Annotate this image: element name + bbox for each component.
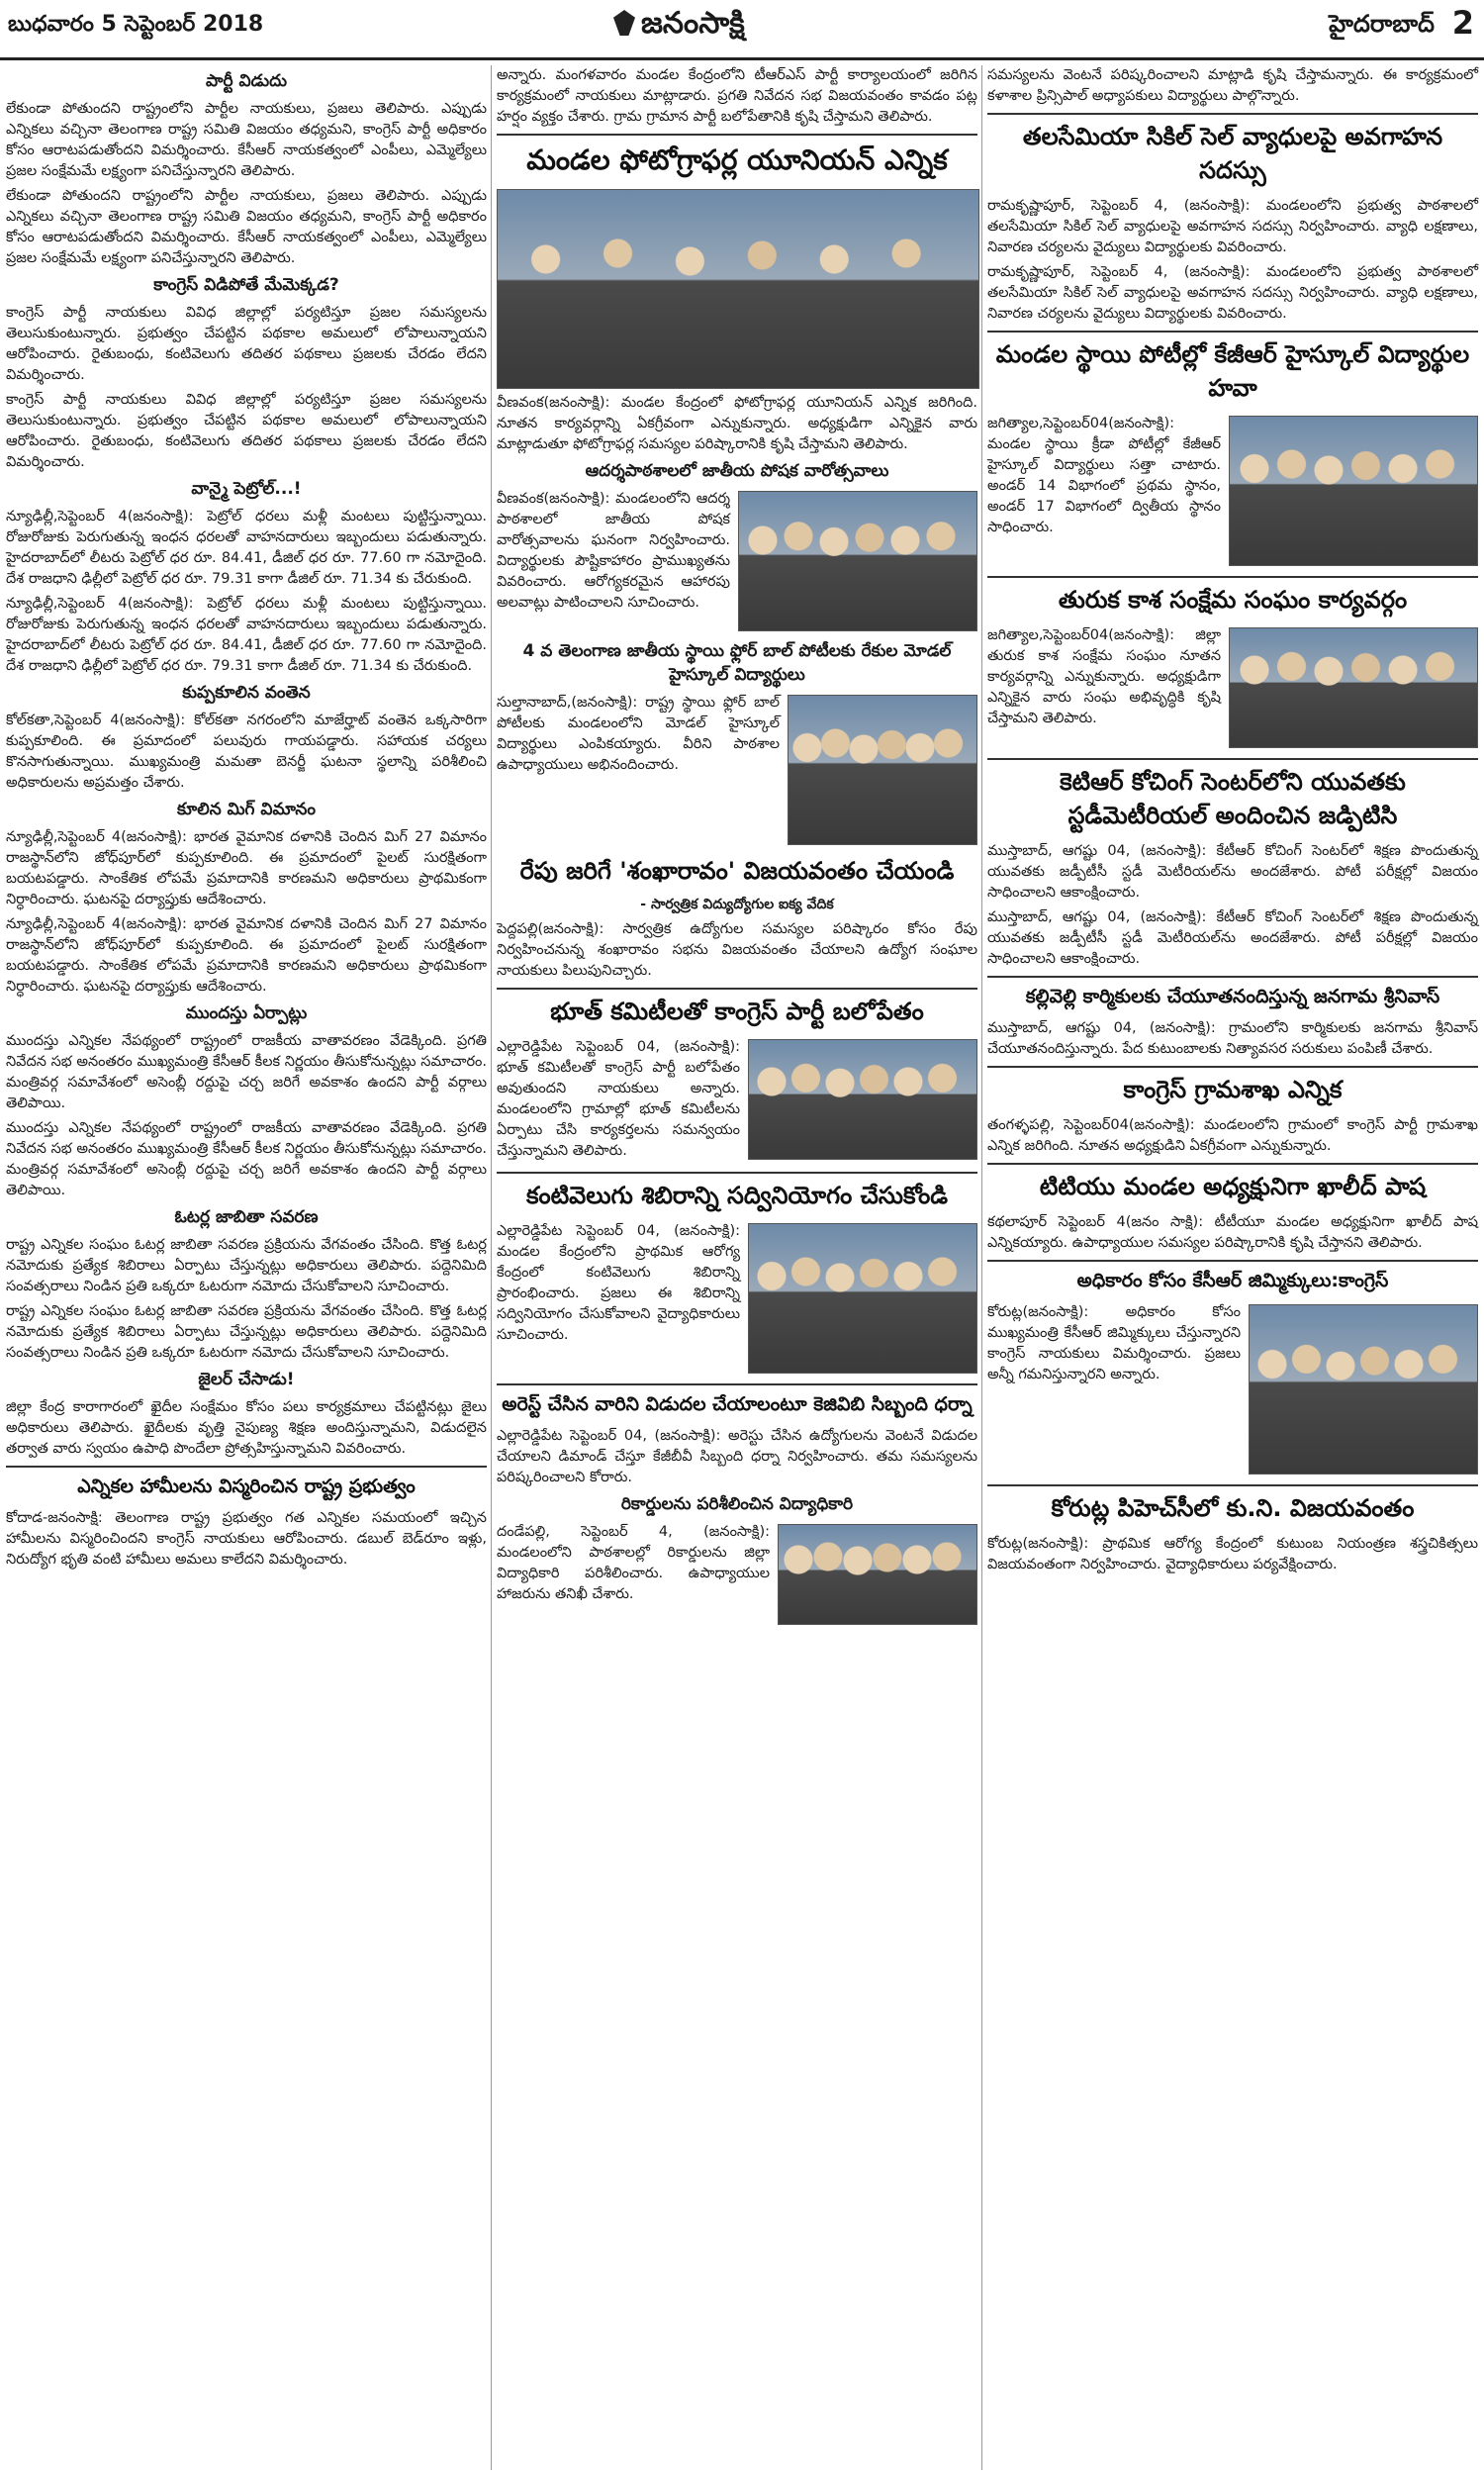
article-body: కాంగ్రెస్ పార్టీ నాయకులు వివిధ జిల్లాల్లో పర్యటిస్తూ ప్రజల సమస్యలను తెలుసుకుంటున్నారు. ప్రభుత్వం చేపట్టిన పథకాల అమలులో లోపాలున్నాయని ఆరోపించారు. రైతుబంధు, కంటివెలుగు తదితర పథకాలు ప్రజలకు చేరడం లేదని విమర్శించారు. bbox=[6, 305, 487, 383]
article bbox=[497, 641, 977, 849]
article-body: లేకుండా పోతుందని రాష్ట్రంలోని పార్టీల నాయకులు, ప్రజలు తెలిపారు. ఎప్పుడు ఎన్నికలు వచ్చినా తెలంగాణ రాష్ట్ర సమితి విజయం తధ్యమని, కాంగ్రెస్ పార్టీ అధికారం కోసం ఆరాటపడుతోందని విమర్శించారు. కేసీఆర్ నాయకత్వంలో ఎంపీలు, ఎమ్మెల్యేలు ప్రజల సంక్షేమమే లక్ష్యంగా పనిచేస్తున్నారని తెలిపారు. bbox=[6, 101, 487, 179]
article-body: ఎల్లారెడ్డిపేట సెప్టెంబర్ 04, (జనంసాక్షి): మండల కేంద్రంలోని ప్రాథమిక ఆరోగ్య కేంద్రంలో కంటివెలుగు శిబిరాన్ని ప్రారంభించారు. ప్రజలు ఈ శిబిరాన్ని సద్వినియోగం చేసుకోవాలని వైద్యాధికారులు సూచించారు. bbox=[497, 1223, 740, 1343]
article-headline: కెటిఆర్ కోచింగ్ సెంటర్‌లోని యువతకు స్టడీమెటీరియల్ అందించిన జడ్పిటిసి bbox=[1060, 768, 1406, 829]
article-body: అన్నారు. మంగళవారం మండల కేంద్రంలోని టీఆర్ఎస్ పార్టీ కార్యాలయంలో జరిగిన కార్యక్రమంలో నాయకులు మాట్లాడారు. ప్రగతి నివేదన సభ విజయవంతం కావడం పట్ల హర్షం వ్యక్తం చేశారు. గ్రామ గ్రామాన పార్టీ బలోపేతానికి కృషి చేస్తామని తెలిపారు. bbox=[497, 67, 977, 125]
edition-date: బుధవారం 5 సెప్టెంబర్ 2018 bbox=[8, 12, 264, 37]
article bbox=[6, 275, 487, 473]
article-body: తంగళ్ళపల్లి, సెప్టెంబర్04(జనంసాక్షి): మండలంలోని గ్రామంలో కాంగ్రెస్ పార్టీ గ్రామశాఖ ఎన్నిక జరిగింది. నూతన అధ్యక్షుడిని ఏకగ్రీవంగా ఎన్నుకున్నారు. bbox=[987, 1117, 1478, 1154]
column-divider bbox=[491, 65, 492, 2470]
article-headline: తలసేమియా సికిల్ సెల్ వ్యాధులపై అవగాహన సదస్సు bbox=[1022, 123, 1443, 184]
column-1 bbox=[6, 65, 487, 1576]
article-body: న్యూఢిల్లీ,సెప్టెంబర్ 4(జనంసాక్షి): పెట్రోల్ ధరలు మళ్లీ మంటలు పుట్టిస్తున్నాయి. రోజురోజుకు పెరుగుతున్న ఇంధన ధరలతో వాహనదారులు ఇబ్బందులు పడుతున్నారు. హైదరాబాద్‌లో లీటరు పెట్రోల్ ధర రూ. 84.41, డీజిల్ ధర రూ. 77.60 గా నమోదైంది. దేశ రాజధాని ఢిల్లీలో పెట్రోల్ ధర రూ. 79.31 కాగా డీజిల్ రూ. 71.34 కు చేరుకుంది. bbox=[6, 596, 487, 674]
section-rule bbox=[987, 1260, 1478, 1262]
section-rule bbox=[497, 1383, 977, 1385]
article bbox=[987, 123, 1478, 325]
article-subhead: జైలర్ చేసాడు! bbox=[198, 1370, 295, 1389]
article-headline: టిటియు మండల అధ్యక్షునిగా ఖాలీద్ పాష bbox=[1039, 1173, 1427, 1200]
article bbox=[987, 1494, 1478, 1575]
article-body: ముస్తాబాద్, ఆగష్టు 04, (జనంసాక్షి): గ్రామంలోని కార్మికులకు జనగామ శ్రీనివాస్ చేయూతనందిస్తున్నారు. పేద కుటుంబాలకు నిత్యావసర సరుకులు పంపిణీ చేశారు. bbox=[987, 1020, 1478, 1057]
article bbox=[987, 986, 1478, 1060]
article bbox=[987, 1270, 1478, 1478]
column-3 bbox=[987, 65, 1478, 1581]
article-photo bbox=[738, 491, 977, 631]
article-body: జిల్లా కేంద్ర కారాగారంలో ఖైదీల సంక్షేమం కోసం పలు కార్యక్రమాలు చేపట్టినట్లు జైలు అధికారులు తెలిపారు. ఖైదీలకు వృత్తి నైపుణ్య శిక్షణ అందిస్తున్నామని, విడుదలైన తర్వాత వారు స్వయం ఉపాధి పొందేలా ప్రోత్సహిస్తున్నామని వివరించారు. bbox=[6, 1399, 487, 1457]
article bbox=[987, 1076, 1478, 1157]
article-body: దండేపల్లి, సెప్టెంబర్ 4, (జనంసాక్షి): మండలంలోని పాఠశాలల్లో రికార్డులను జిల్లా విద్యాధికారి పరిశీలించారు. ఉపాధ్యాయుల హాజరును తనిఖీ చేశారు. bbox=[497, 1524, 770, 1602]
article-body: న్యూఢిల్లీ,సెప్టెంబర్ 4(జనంసాక్షి): భారత వైమానిక దళానికి చెందిన మిగ్ 27 విమానం రాజస్థాన్‌లోని జోధ్‌పూర్‌లో కుప్పకూలింది. ఈ ప్రమాదంలో పైలట్ సురక్షితంగా బయటపడ్డారు. సాంకేతిక లోపమే ప్రమాదానికి కారణమని అధికారులు ప్రాథమికంగా నిర్ధారించారు. ఘటనపై దర్యాప్తుకు ఆదేశించారు. bbox=[6, 829, 487, 907]
article-headline: కంటివెలుగు శిబిరాన్ని సద్వినియోగం చేసుకోండి bbox=[525, 1182, 949, 1209]
article bbox=[987, 1173, 1478, 1254]
article bbox=[497, 857, 977, 982]
article-body: కోరుట్ల(జనంసాక్షి): అధికారం కోసం ముఖ్యమంత్రి కేసీఆర్ జిమ్మిక్కులు చేస్తున్నారని కాంగ్రెస్ నాయకులు విమర్శించారు. ప్రజలు అన్నీ గమనిస్తున్నారని అన్నారు. bbox=[987, 1304, 1241, 1382]
article-body: పెద్దపల్లి(జనంసాక్షి): సార్వత్రిక ఉద్యోగుల సమస్యల పరిష్కారం కోసం రేపు నిర్వహించనున్న శంఖారావం సభను విజయవంతం చేయాలని ఉద్యోగ సంఘాల నాయకులు పిలుపునిచ్చారు. bbox=[497, 921, 977, 979]
logo-text: జనంసాక్షి bbox=[641, 6, 745, 41]
section-rule bbox=[987, 113, 1478, 115]
article bbox=[6, 1003, 487, 1201]
article-subhead: కుప్పకూలిన వంతెన bbox=[182, 683, 311, 703]
article-body: సుల్తానాబాద్,(జనంసాక్షి): రాష్ట్ర స్థాయి ఫ్లోర్ బాల్ పోటీలకు మండలంలోని మోడల్ హైస్కూల్ విద్యార్థులు ఎంపికయ్యారు. వీరిని పాఠశాల ఉపాధ్యాయులు అభినందించారు. bbox=[497, 695, 780, 773]
article-headline: కల్లివెల్లి కార్మికులకు చేయూతనందిస్తున్న జనగామ శ్రీనివాస్ bbox=[1025, 986, 1440, 1007]
article-body: రామకృష్ణాపూర్, సెప్టెంబర్ 4, (జనంసాక్షి): మండలంలోని ప్రభుత్వ పాఠశాలలో తలసేమియా సికిల్ సెల్ వ్యాధులపై అవగాహన సదస్సు నిర్వహించారు. వ్యాధి లక్షణాలు, నివారణ చర్యలను వైద్యులు విద్యార్థులకు వివరించారు. bbox=[987, 198, 1478, 255]
page-number: 2 bbox=[1451, 4, 1474, 42]
article-body: న్యూఢిల్లీ,సెప్టెంబర్ 4(జనంసాక్షి): భారత వైమానిక దళానికి చెందిన మిగ్ 27 విమానం రాజస్థాన్‌లోని జోధ్‌పూర్‌లో కుప్పకూలింది. ఈ ప్రమాదంలో పైలట్ సురక్షితంగా బయటపడ్డారు. సాంకేతిక లోపమే ప్రమాదానికి కారణమని అధికారులు ప్రాథమికంగా నిర్ధారించారు. ఘటనపై దర్యాప్తుకు ఆదేశించారు. bbox=[6, 916, 487, 995]
article-headline: భూత్ కమిటీలతో కాంగ్రెస్ పార్టీ బలోపేతం bbox=[550, 998, 924, 1025]
article-body: రాష్ట్ర ఎన్నికల సంఘం ఓటర్ల జాబితా సవరణ ప్రక్రియను వేగవంతం చేసింది. కొత్త ఓటర్ల నమోదుకు ప్రత్యేక శిబిరాలు ఏర్పాటు చేస్తున్నట్లు అధికారులు తెలిపారు. పద్దెనిమిది సంవత్సరాలు నిండిన ప్రతి ఒక్కరూ ఓటరుగా నమోదు చేసుకోవాలని సూచించారు. bbox=[6, 1237, 487, 1294]
article-photo bbox=[748, 1223, 977, 1374]
article-body: ముస్తాబాద్, ఆగష్టు 04, (జనంసాక్షి): కేటీఆర్ కోచింగ్ సెంటర్‌లో శిక్షణ పొందుతున్న యువతకు జడ్పీటీసీ స్టడీ మెటీరియల్‌ను అందజేశారు. పోటీ పరీక్షల్లో విజయం సాధించాలని ఆకాంక్షించారు. bbox=[987, 909, 1478, 967]
section-rule bbox=[497, 988, 977, 990]
column-2 bbox=[497, 65, 977, 1635]
article-body: రామకృష్ణాపూర్, సెప్టెంబర్ 4, (జనంసాక్షి): మండలంలోని ప్రభుత్వ పాఠశాలలో తలసేమియా సికిల్ సెల్ వ్యాధులపై అవగాహన సదస్సు నిర్వహించారు. వ్యాధి లక్షణాలు, నివారణ చర్యలను వైద్యులు విద్యార్థులకు వివరించారు. bbox=[987, 264, 1478, 322]
masthead bbox=[0, 0, 1484, 60]
article bbox=[497, 461, 977, 635]
article-photo bbox=[1249, 1304, 1478, 1475]
article-body: ముందస్తు ఎన్నికల నేపథ్యంలో రాష్ట్రంలో రాజకీయ వాతావరణం వేడెక్కింది. ప్రగతి నివేదన సభ అనంతరం ముఖ్యమంత్రి కేసీఆర్ కీలక నిర్ణయం తీసుకోనున్నట్లు సమాచారం. మంత్రివర్గ సమావేశంలో అసెంబ్లీ రద్దుపై చర్చ జరిగే అవకాశం ఉందని పార్టీ వర్గాలు తెలిపాయి. bbox=[6, 1120, 487, 1198]
article-headline: కాంగ్రెస్ గ్రామశాఖ ఎన్నిక bbox=[1123, 1076, 1343, 1103]
article-body: జగిత్యాల,సెప్టెంబర్04(జనంసాక్షి): మండల స్థాయి క్రీడా పోటీల్లో కేజీఆర్ హైస్కూల్ విద్యార్థులు సత్తా చాటారు. అండర్ 14 విభాగంలో ప్రథమ స్థానం, అండర్ 17 విభాగంలో ద్వితీయ స్థానం సాధించారు. bbox=[987, 416, 1221, 535]
article-body: వీణవంక(జనంసాక్షి): మండల కేంద్రంలో ఫోటోగ్రాఫర్ల యూనియన్ ఎన్నిక జరిగింది. నూతన కార్యవర్గాన్ని ఏకగ్రీవంగా ఎన్నుకున్నారు. అధ్యక్షుడిగా ఎన్నికైన వారు మాట్లాడుతూ ఫోటోగ్రాఫర్ల సమస్యల పరిష్కారానికి కృషి చేస్తామని తెలిపారు. bbox=[497, 395, 977, 452]
article-body: రాష్ట్ర ఎన్నికల సంఘం ఓటర్ల జాబితా సవరణ ప్రక్రియను వేగవంతం చేసింది. కొత్త ఓటర్ల నమోదుకు ప్రత్యేక శిబిరాలు ఏర్పాటు చేస్తున్నట్లు అధికారులు తెలిపారు. పద్దెనిమిది సంవత్సరాలు నిండిన ప్రతి ఒక్కరూ ఓటరుగా నమోదు చేసుకోవాలని సూచించారు. bbox=[6, 1303, 487, 1361]
article-body: ముందస్తు ఎన్నికల నేపథ్యంలో రాష్ట్రంలో రాజకీయ వాతావరణం వేడెక్కింది. ప్రగతి నివేదన సభ అనంతరం ముఖ్యమంత్రి కేసీఆర్ కీలక నిర్ణయం తీసుకోనున్నట్లు సమాచారం. మంత్రివర్గ సమావేశంలో అసెంబ్లీ రద్దుపై చర్చ జరిగే అవకాశం ఉందని పార్టీ వర్గాలు తెలిపాయి. bbox=[6, 1033, 487, 1111]
article bbox=[497, 143, 977, 455]
article-headline: అరెస్ట్ చేసిన వారిని విడుదల చేయాలంటూ కెజివిబి సిబ్బంది ధర్నా bbox=[502, 1393, 973, 1415]
article-subhead: 4 వ తెలంగాణ జాతీయ స్థాయి ఫ్లోర్ బాల్ పోటీలకు రేకుల మోడల్ హైస్కూల్ విద్యార్థులు bbox=[522, 641, 952, 685]
article-body: ఎల్లారెడ్డిపేట సెప్టెంబర్ 04, (జనంసాక్షి): భూత్ కమిటీలతో కాంగ్రెస్ పార్టీ బలోపేతం అవుతుందని నాయకులు అన్నారు. మండలంలోని గ్రామాల్లో భూత్ కమిటీలను ఏర్పాటు చేసి కార్యకర్తలను సమన్వయం చేస్తున్నామని తెలిపారు. bbox=[497, 1039, 740, 1159]
article-subhead: కూలిన మిగ్ విమానం bbox=[177, 800, 316, 819]
section-rule bbox=[497, 1172, 977, 1174]
article-body: వీణవంక(జనంసాక్షి): మండలంలోని ఆదర్శ పాఠశాలలో జాతీయ పోషక వారోత్సవాలను ఘనంగా నిర్వహించారు. విద్యార్థులకు పౌష్టికాహారం ప్రాముఖ్యతను వివరించారు. ఆరోగ్యకరమైన ఆహారపు అలవాట్లు పాటించాలని సూచించారు. bbox=[497, 491, 730, 611]
article bbox=[987, 586, 1478, 752]
section-rule bbox=[987, 576, 1478, 578]
article-body: కథలాపూర్ సెప్టెంబర్ 4(జనం సాక్షి): టీటీయూ మండల అధ్యక్షునిగా ఖాలీద్ పాష ఎన్నికయ్యారు. ఉపాధ్యాయుల సమస్యల పరిష్కారానికి కృషి చేస్తానని తెలిపారు. bbox=[987, 1214, 1478, 1251]
article-photo bbox=[748, 1039, 977, 1160]
article-body: ఎల్లారెడ్డిపేట సెప్టెంబర్ 04, (జనంసాక్షి): అరెస్టు చేసిన ఉద్యోగులను వెంటనే విడుదల చేయాలని డిమాండ్ చేస్తూ కేజీబీవీ సిబ్బంది ధర్నా నిర్వహించారు. తమ సమస్యలను పరిష్కరించాలని కోరారు. bbox=[497, 1428, 977, 1485]
column-divider bbox=[981, 65, 982, 2470]
article-body: కాంగ్రెస్ పార్టీ నాయకులు వివిధ జిల్లాల్లో పర్యటిస్తూ ప్రజల సమస్యలను తెలుసుకుంటున్నారు. ప్రభుత్వం చేపట్టిన పథకాల అమలులో లోపాలున్నాయని ఆరోపించారు. రైతుబంధు, కంటివెలుగు తదితర పథకాలు ప్రజలకు చేరడం లేదని విమర్శించారు. bbox=[6, 392, 487, 470]
article bbox=[6, 479, 487, 677]
article bbox=[497, 998, 977, 1166]
article-body: ముస్తాబాద్, ఆగష్టు 04, (జనంసాక్షి): కేటీఆర్ కోచింగ్ సెంటర్‌లో శిక్షణ పొందుతున్న యువతకు జడ్పీటీసీ స్టడీ మెటీరియల్‌ను అందజేశారు. పోటీ పరీక్షల్లో విజయం సాధించాలని ఆకాంక్షించారు. bbox=[987, 843, 1478, 901]
article-subhead: వాన్మై పెట్రోల్...! bbox=[191, 479, 302, 499]
article bbox=[497, 65, 977, 128]
article bbox=[6, 800, 487, 998]
section-rule bbox=[987, 976, 1478, 978]
section-rule bbox=[987, 1163, 1478, 1165]
article-body: కోదాడ-జనంసాక్షి: తెలంగాణ రాష్ట్ర ప్రభుత్వం గత ఎన్నికల సమయంలో ఇచ్చిన హామీలను విస్మరించిందని కాంగ్రెస్ నాయకులు ఆరోపించారు. డబుల్ బెడ్‌రూం ఇళ్లు, నిరుద్యోగ భృతి వంటి హామీలు అమలు కాలేదని విమర్శించారు. bbox=[6, 1510, 487, 1568]
article-photo bbox=[788, 695, 977, 845]
edition-city: హైదరాబాద్ bbox=[1329, 10, 1435, 38]
section-rule bbox=[987, 758, 1478, 760]
article-headline: రేపు జరిగే 'శంఖారావం' విజయవంతం చేయండి bbox=[519, 857, 955, 885]
article bbox=[6, 683, 487, 794]
article-photo bbox=[778, 1524, 977, 1625]
article bbox=[6, 1370, 487, 1460]
article-subhead: పార్టీ విడుదు bbox=[206, 71, 287, 91]
section-rule bbox=[497, 134, 977, 136]
newspaper-logo bbox=[613, 6, 745, 48]
article-body: జగిత్యాల,సెప్టెంబర్04(జనంసాక్షి): జిల్లా తురుక కాశ సంక్షేమ సంఘం నూతన కార్యవర్గాన్ని ఎన్నుకున్నారు. అధ్యక్షుడిగా ఎన్నికైన వారు సంఘ అభివృద్ధికి కృషి చేస్తామని తెలిపారు. bbox=[987, 627, 1221, 726]
article-headline: అధికారం కోసం కేసీఆర్ జిమ్మిక్కులు:కాంగ్రెస్ bbox=[1076, 1270, 1389, 1291]
article bbox=[987, 340, 1478, 570]
article-body: కోల్‌కతా,సెప్టెంబర్ 4(జనంసాక్షి): కోల్‌కతా నగరంలోని మాజేర్హాట్ వంతెన ఒక్కసారిగా కుప్పకూలింది. ఈ ప్రమాదంలో పలువురు గాయపడ్డారు. సహాయక చర్యలు కొనసాగుతున్నాయి. ముఖ్యమంత్రి మమతా బెనర్జీ ఘటనా స్థలాన్ని పరిశీలించి అధికారులను అప్రమత్తం చేశారు. bbox=[6, 713, 487, 791]
article bbox=[6, 1475, 487, 1571]
article-byline: - సార్వత్రిక విద్యుద్యోగుల ఐక్య వేదిక bbox=[640, 897, 834, 912]
article-subhead: ముందస్తు ఏర్పాట్లు bbox=[185, 1003, 308, 1023]
article-body: న్యూఢిల్లీ,సెప్టెంబర్ 4(జనంసాక్షి): పెట్రోల్ ధరలు మళ్లీ మంటలు పుట్టిస్తున్నాయి. రోజురోజుకు పెరుగుతున్న ఇంధన ధరలతో వాహనదారులు ఇబ్బందులు పడుతున్నారు. హైదరాబాద్‌లో లీటరు పెట్రోల్ ధర రూ. 84.41, డీజిల్ ధర రూ. 77.60 గా నమోదైంది. దేశ రాజధాని ఢిల్లీలో పెట్రోల్ ధర రూ. 79.31 కాగా డీజిల్ రూ. 71.34 కు చేరుకుంది. bbox=[6, 509, 487, 587]
article-body: సమస్యలను వెంటనే పరిష్కరించాలని మాట్లాడి కృషి చేస్తామన్నారు. ఈ కార్యక్రమంలో కళాశాల ప్రిన్సిపాల్ అధ్యాపకులు విద్యార్థులు పాల్గొన్నారు. bbox=[987, 67, 1478, 104]
article-headline: మండల ఫోటోగ్రాఫర్ల యూనియన్ ఎన్నిక bbox=[526, 143, 948, 176]
article-body: లేకుండా పోతుందని రాష్ట్రంలోని పార్టీల నాయకులు, ప్రజలు తెలిపారు. ఎప్పుడు ఎన్నికలు వచ్చినా తెలంగాణ రాష్ట్ర సమితి విజయం తధ్యమని, కాంగ్రెస్ పార్టీ అధికారం కోసం ఆరాటపడుతోందని విమర్శించారు. కేసీఆర్ నాయకత్వంలో ఎంపీలు, ఎమ్మెల్యేలు ప్రజల సంక్షేమమే లక్ష్యంగా పనిచేస్తున్నారని తెలిపారు. bbox=[6, 188, 487, 266]
article-body: కోరుట్ల(జనంసాక్షి): ప్రాథమిక ఆరోగ్య కేంద్రంలో కుటుంబ నియంత్రణ శస్త్రచికిత్సలు విజయవంతంగా నిర్వహించారు. వైద్యాధికారులు పర్యవేక్షించారు. bbox=[987, 1536, 1478, 1572]
article-subhead: ఓటర్ల జాబితా సవరణ bbox=[174, 1207, 319, 1227]
article bbox=[497, 1182, 977, 1378]
article-headline: కోరుట్ల పిహెచ్‌సీలో కు.ని. విజయవంతం bbox=[1051, 1494, 1415, 1522]
article bbox=[987, 65, 1478, 107]
article-subhead: ఆదర్శపాఠశాలలో జాతీయ పోషక వారోత్సవాలు bbox=[585, 461, 889, 481]
article bbox=[497, 1393, 977, 1488]
group-photo bbox=[497, 189, 979, 389]
article-subhead: రికార్డులను పరిశీలించిన విద్యాధికారి bbox=[620, 1494, 854, 1514]
pen-logo-icon bbox=[613, 10, 635, 36]
article-headline: తురుక కాశ సంక్షేమ సంఘం కార్యవర్గం bbox=[1058, 586, 1408, 614]
section-rule bbox=[987, 1484, 1478, 1486]
article-headline: ఎన్నికల హామీలను విస్మరించిన రాష్ట్ర ప్రభుత్వం bbox=[77, 1475, 416, 1497]
article bbox=[6, 1207, 487, 1364]
article-headline: మండల స్థాయి పోటీల్లో కేజీఆర్ హైస్కూల్ విద్యార్థుల హవా bbox=[995, 340, 1470, 402]
article bbox=[987, 768, 1478, 970]
section-rule bbox=[6, 1466, 487, 1468]
section-rule bbox=[987, 1066, 1478, 1068]
article bbox=[497, 1494, 977, 1629]
article bbox=[6, 71, 487, 269]
article-photo bbox=[1229, 627, 1478, 748]
article-photo bbox=[1229, 416, 1478, 566]
article-subhead: కాంగ్రెస్ విడిపోతే మేమెక్కడ? bbox=[153, 275, 339, 295]
section-rule bbox=[987, 331, 1478, 333]
